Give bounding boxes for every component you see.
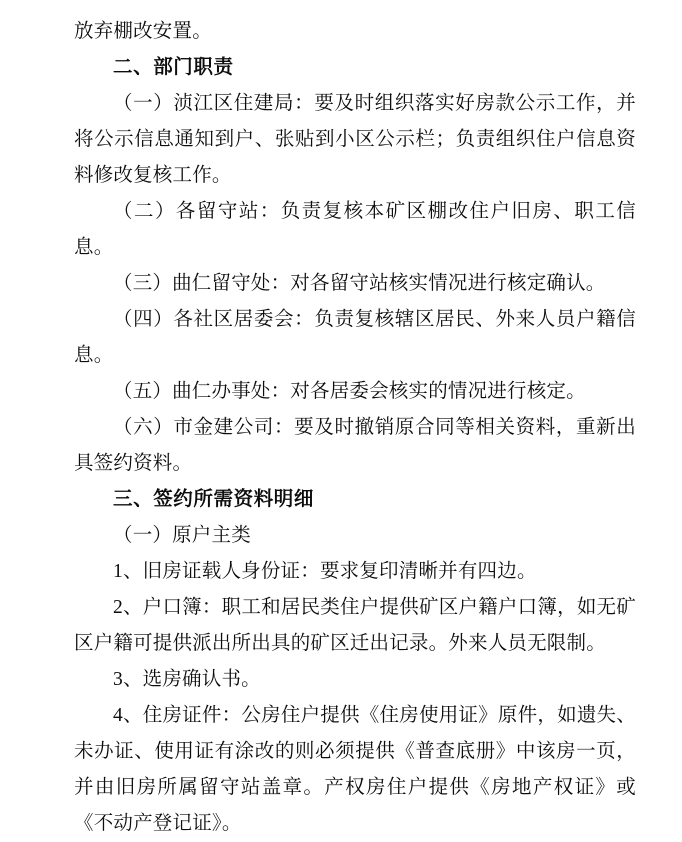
clause-3-1-item-4: 4、住房证件：公房住户提供《住房使用证》原件，如遗失、未办证、使用证有涂改的则必须提供《普查底册》中该房一页，并由旧房所属留守站盖章。产权房住户提供《房地产权证》或《不动产登记证》。 [74, 705, 636, 834]
paragraph-continuation: 放弃棚改安置。 [74, 21, 212, 42]
section-heading-three: 三、签约所需资料明细 [113, 489, 315, 510]
clause-2-1: （一）浈江区住建局：要及时组织落实好房款公示工作，并将公示信息通知到户、张贴到小区公示栏；负责组织住户信息资料修改复核工作。 [74, 93, 636, 186]
clause-3-1-item-1: 1、旧房证载人身份证：要求复印清晰并有四边。 [113, 561, 537, 582]
clause-2-6: （六）市金建公司：要及时撤销原合同等相关资料，重新出具签约资料。 [74, 417, 636, 474]
clause-3-1: （一）原户主类 [113, 525, 251, 546]
clause-2-4: （四）各社区居委会：负责复核辖区居民、外来人员户籍信息。 [74, 309, 636, 366]
clause-2-5: （五）曲仁办事处：对各居委会核实的情况进行核定。 [113, 381, 586, 402]
section-heading-two: 二、部门职责 [113, 57, 234, 78]
clause-3-1-item-3: 3、选房确认书。 [113, 669, 261, 690]
clause-2-3: （三）曲仁留守处：对各留守站核实情况进行核定确认。 [113, 273, 606, 294]
clause-3-1-item-2: 2、户口簿：职工和居民类住户提供矿区户籍户口簿，如无矿区户籍可提供派出所出具的矿区迁出记录。外来人员无限制。 [74, 597, 636, 654]
clause-2-2: （二）各留守站：负责复核本矿区棚改住户旧房、职工信息。 [74, 201, 636, 258]
